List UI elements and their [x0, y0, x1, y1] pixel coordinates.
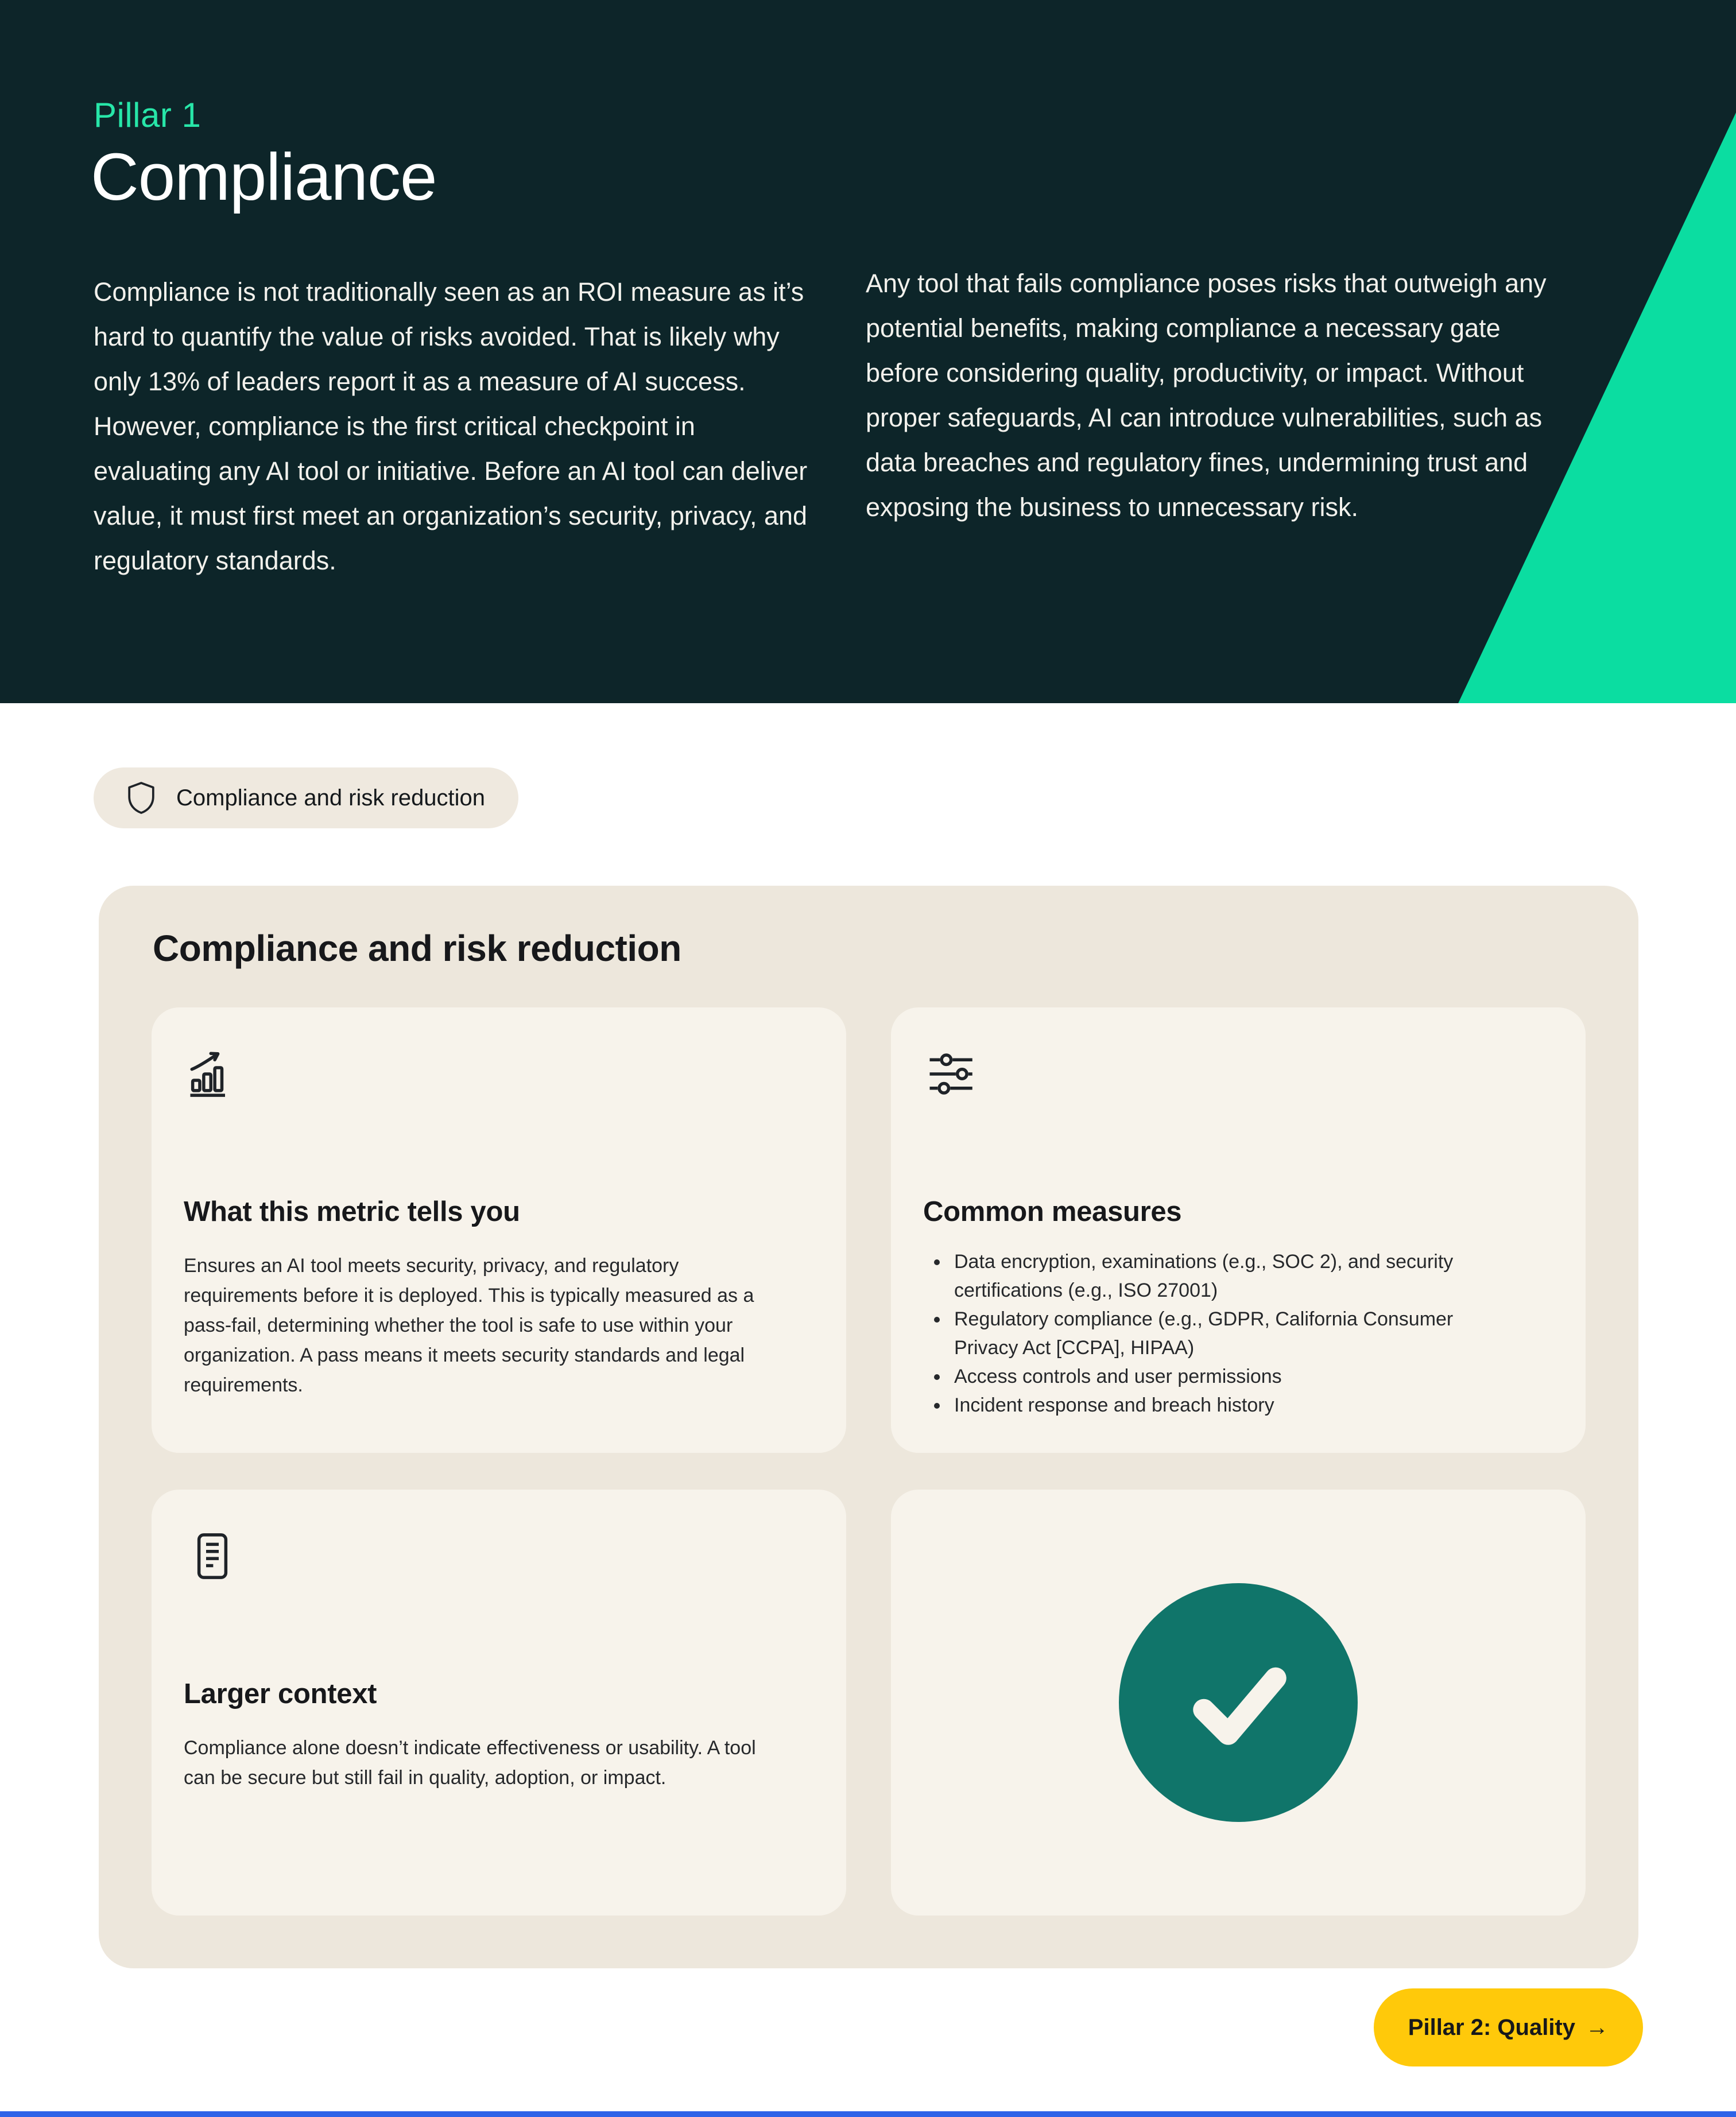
list-item: • Regulatory compliance (e.g., GDPR, California Consumer Privacy Act [CCPA], HIPAA) — [950, 1305, 1520, 1362]
card-what-this-metric-tells-you — [152, 1007, 846, 1453]
document-icon — [187, 1531, 814, 1581]
hero-header — [0, 0, 1736, 703]
arrow-right-icon: → — [1586, 2014, 1609, 2040]
card-title: Larger context — [184, 1678, 377, 1709]
compliance-badge — [94, 767, 518, 828]
card-body: Compliance alone doesn’t indicate effectiveness or usability. A tool can be secure but still fail in quality, adoption, or impact. — [184, 1737, 756, 1789]
section-heading: Compliance and risk reduction — [153, 928, 681, 969]
bar-chart-increasing-icon — [187, 1049, 814, 1099]
check-circle-icon — [1119, 1583, 1358, 1822]
card-body: Ensures an AI tool meets security, privacy, and regulatory requirements before it is deployed. This is typically measured as a pass-fail, determining whether the tool is safe to use within your organization. A pass means it meets security standards and legal requirements. — [184, 1255, 754, 1396]
list-item: • Access controls and user permissions — [950, 1362, 1520, 1391]
card-larger-context — [152, 1490, 846, 1916]
compliance-panel — [99, 886, 1638, 1968]
next-section-edge — [0, 2111, 1736, 2117]
card-title: What this metric tells you — [184, 1196, 520, 1227]
card-pass-check — [891, 1490, 1586, 1916]
common-measures-list — [923, 1247, 1520, 1420]
card-title: Common measures — [923, 1196, 1182, 1227]
page-title: Compliance — [91, 139, 437, 214]
badge-label: Compliance and risk reduction — [176, 785, 486, 811]
shield-icon — [127, 781, 156, 815]
pillar-eyebrow: Pillar 1 — [94, 96, 202, 134]
next-pillar-label: Pillar 2: Quality — [1408, 2014, 1575, 2040]
next-pillar-button[interactable] — [1374, 1988, 1643, 2066]
card-grid — [152, 1007, 1586, 1916]
list-item: • Incident response and breach history — [950, 1391, 1520, 1420]
sliders-icon — [927, 1049, 1553, 1099]
card-common-measures — [891, 1007, 1586, 1453]
intro-paragraph-left: Compliance is not traditionally seen as an ROI measure as it’s hard to quantify the value of risks avoided. That is likely why only 13% of leaders report it as a measure of AI success. However, compliance is the first critical checkpoint in evaluating any AI tool or initiative. Before an AI tool can deliver value, it must first meet an organization’s security, privacy, and regulatory standards. — [94, 277, 808, 575]
list-item: • Data encryption, examinations (e.g., SOC 2), and security certifications (e.g., ISO 27001) — [950, 1247, 1520, 1305]
intro-paragraph-right: Any tool that fails compliance poses risks that outweigh any potential benefits, making compliance a necessary gate before considering quality, productivity, or impact. Without proper safeguards, AI can introduce vulnerabilities, such as data breaches and regulatory fines, undermining trust and exposing the business to unnecessary risk. — [866, 269, 1547, 522]
